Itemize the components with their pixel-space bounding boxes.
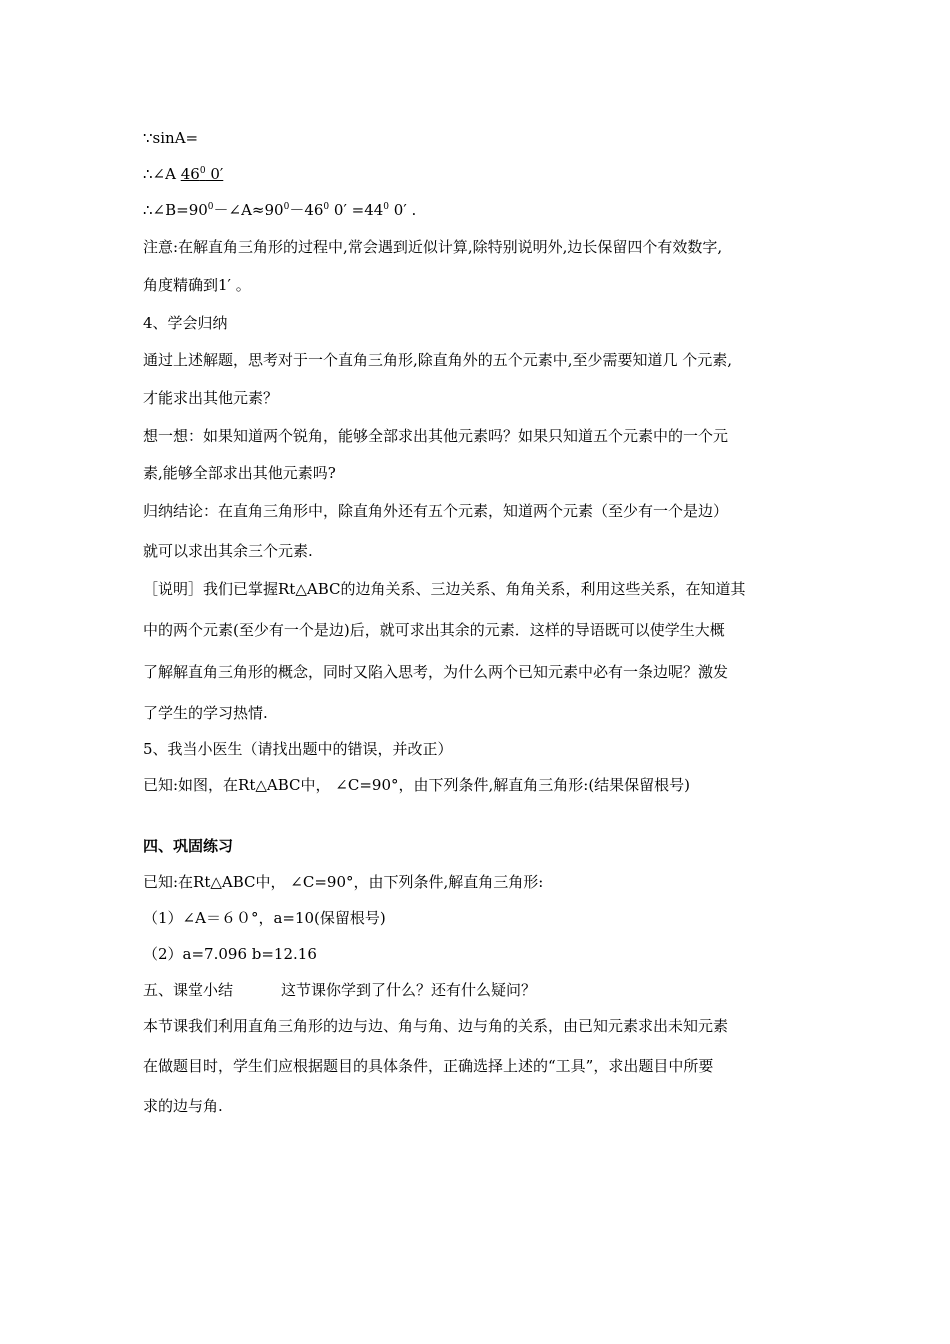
heading-4: 4、学会归纳 [143,314,228,332]
heading-5: 5、我当小医生（请找出题中的错误，并改正） [143,740,453,758]
exercise-1: （1）∠A＝６０°，a=10(保留根号) [143,909,386,927]
explanation-line-2: 中的两个元素(至少有一个是边)后，就可求出其余的元素．这样的导语既可以使学生大概 [143,621,725,639]
section-5-question: 这节课你学到了什么？还有什么疑问？ [281,981,537,999]
sin-a-line [143,128,198,148]
paragraph-1-line-1: 通过上述解题，思考对于一个直角三角形,除直角外的五个元素中,至少需要知道几 个元素, [143,351,733,369]
explanation-line-4: 了学生的学习热情. [143,704,268,722]
note-line-1: 注意:在解直角三角形的过程中,常会遇到近似计算,除特别说明外,边长保留四个有效数字, [143,238,723,256]
summary-line-1: 本节课我们利用直角三角形的边与边、角与角、边与角的关系，由已知元素求出未知元素 [143,1017,729,1035]
summary-line-3: 求的边与角. [143,1097,223,1115]
angle-a-line [143,164,223,184]
paragraph-1-line-2: 才能求出其他元素？ [143,389,279,407]
paragraph-5: 已知:如图，在Rt△ABC中， ∠C=90°，由下列条件,解直角三角形:(结果保留根号) [143,776,691,794]
angle-a-prefix: ∴∠A [143,165,181,183]
section-5-heading: 五、课堂小结 [143,981,234,999]
sin-a-text: ∵sinA= [143,129,199,147]
explanation-line-1: ［说明］我们已掌握Rt△ABC的边角关系、三边关系、角角关系，利用这些关系，在知道其 [143,580,746,598]
explanation-line-3: 了解解直角三角形的概念，同时又陷入思考，为什么两个已知元素中必有一条边呢？激发 [143,663,729,681]
exercise-intro: 已知:在Rt△ABC中， ∠C=90°，由下列条件,解直角三角形: [143,873,544,891]
paragraph-2-line-2: 素,能够全部求出其他元素吗? [143,464,336,482]
paragraph-2-line-1: 想一想：如果知道两个锐角，能够全部求出其他元素吗？如果只知道五个元素中的一个元 [143,427,729,445]
exercise-2: （2）a=7.096 b=12.16 [143,945,317,963]
section-4-heading: 四、巩固练习 [143,837,234,855]
angle-b-line: $\therefore\angle B=90^0-\angle A\approx 90^0-46^0$ $0' =44^0$ 0′ . [143,201,417,219]
note-line-2: 角度精确到1′ 。 [143,276,251,294]
paragraph-3-line-2: 就可以求出其余三个元素. [143,542,313,560]
section-5-line [143,980,536,1000]
angle-a-value: $46^0$ 0′ [180,165,224,183]
paragraph-3-line-1: 归纳结论：在直角三角形中，除直角外还有五个元素，知道两个元素（至少有一个是边） [143,502,729,520]
summary-line-2: 在做题目时，学生们应根据题目的具体条件，正确选择上述的“工具”，求出题目中所要 [143,1057,714,1075]
